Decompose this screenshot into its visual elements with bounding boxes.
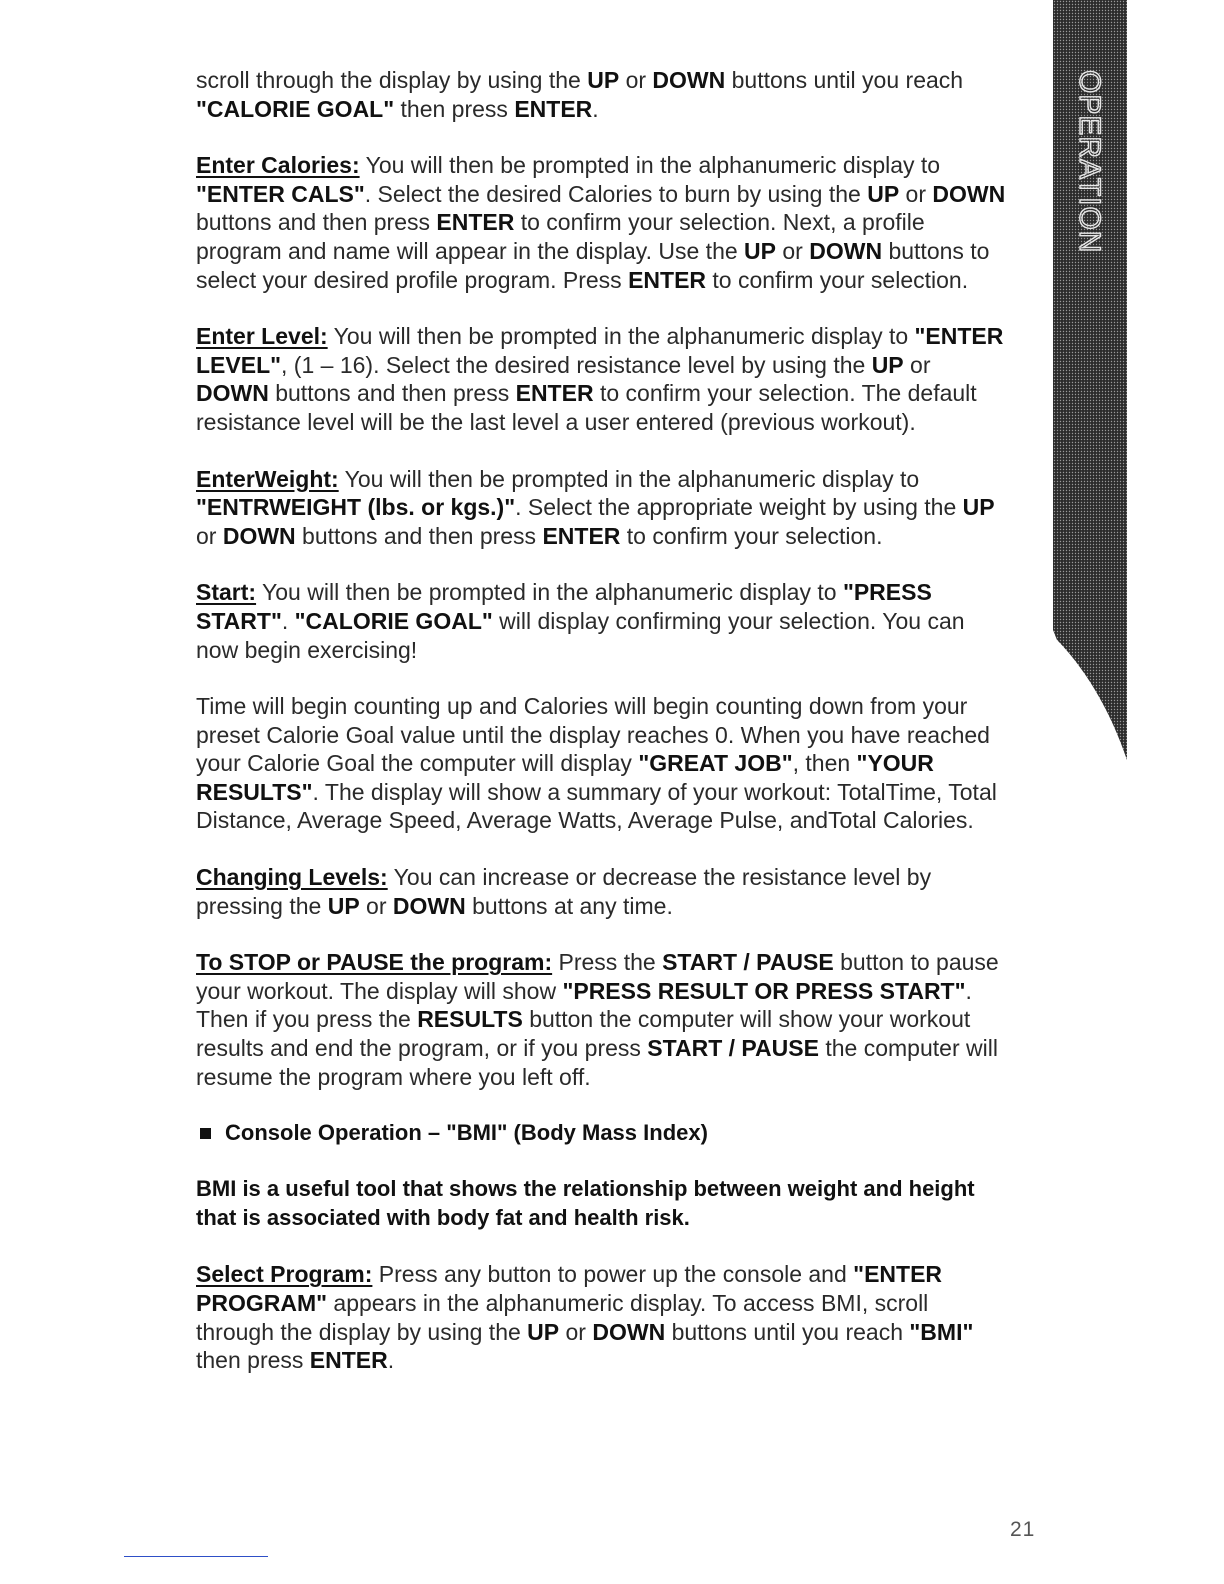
operation-tab-label: [1065, 70, 1111, 260]
select-program-paragraph: Select Program: Press any button to power up the console and "ENTER PROGRAM" appears in the alphanumeric display. To access BMI, scroll through the display by using the UP or DOWN buttons until you reach "BMI" then press ENTER.: [196, 1261, 974, 1374]
enter-level-heading: Enter Level:: [196, 323, 328, 350]
select-program-heading: Select Program:: [196, 1261, 373, 1288]
stop-pause-heading: To STOP or PAUSE the program:: [196, 949, 553, 976]
square-bullet-icon: [200, 1128, 211, 1139]
page-content: [196, 66, 1006, 1403]
footer-rule: [124, 1556, 268, 1557]
bmi-intro-paragraph: BMI is a useful tool that shows the relationship between weight and height that is associated with body fat and health risk.: [196, 1176, 975, 1230]
enter-weight-paragraph: EnterWeight: You will then be prompted in the alphanumeric display to "ENTRWEIGHT (lbs. or kgs.)". Select the appropriate weight by using the UP or DOWN buttons and then press ENTER to confirm your selection.: [196, 465, 995, 549]
stop-pause-paragraph: To STOP or PAUSE the program: Press the START / PAUSE button to pause your workout. The display will show "PRESS RESULT OR PRESS START". Then if you press the RESULTS button the computer will show your workout results and end the program, or if you press START / PAUSE the computer will resume the program where you left off.: [196, 949, 999, 1090]
counting-paragraph: Time will begin counting up and Calories will begin counting down from your preset Calorie Goal value until the display reaches 0. When you have reached your Calorie Goal the computer will display "GREAT JOB", then "YOUR RESULTS". The display will show a summary of your workout: TotalTime, Total Distance, Average Speed, Average Watts, Average Pulse, andTotal Calories.: [196, 693, 997, 834]
enter-level-paragraph: Enter Level: You will then be prompted in the alphanumeric display to "ENTER LEVEL", (1 – 16). Select the desired resistance level by using the UP or DOWN buttons and then press ENTER to confirm your selection. The default resistance level will be the last level a user entered (previous workout).: [196, 323, 1004, 435]
enter-weight-heading: EnterWeight:: [196, 465, 339, 492]
enter-calories-heading: Enter Calories:: [196, 152, 360, 179]
enter-calories-paragraph: Enter Calories: You will then be prompted in the alphanumeric display to "ENTER CALS". Select the desired Calories to burn by using the UP or DOWN buttons and then press ENTER to confirm your selection. Next, a profile program and name will appear in the display. Use the UP or DOWN buttons to select your desired profile program. Press ENTER to confirm your selection.: [196, 152, 1006, 293]
changing-levels-heading: Changing Levels:: [196, 864, 388, 891]
start-heading: Start:: [196, 579, 257, 606]
page-number: 21: [1010, 1518, 1036, 1541]
intro-continued-paragraph: scroll through the display by using the UP or DOWN buttons until you reach "CALORIE GOAL" then press ENTER.: [196, 67, 964, 122]
operation-tab-text: OPERATION: [1073, 70, 1107, 254]
changing-levels-paragraph: Changing Levels: You can increase or decrease the resistance level by pressing the UP or DOWN buttons at any time.: [196, 864, 932, 919]
start-paragraph: Start: You will then be prompted in the alphanumeric display to "PRESS START". "CALORIE GOAL" will display confirming your selection. You can now begin exercising!: [196, 579, 965, 663]
bmi-section-title: Console Operation – "BMI" (Body Mass Index): [196, 1119, 1006, 1147]
